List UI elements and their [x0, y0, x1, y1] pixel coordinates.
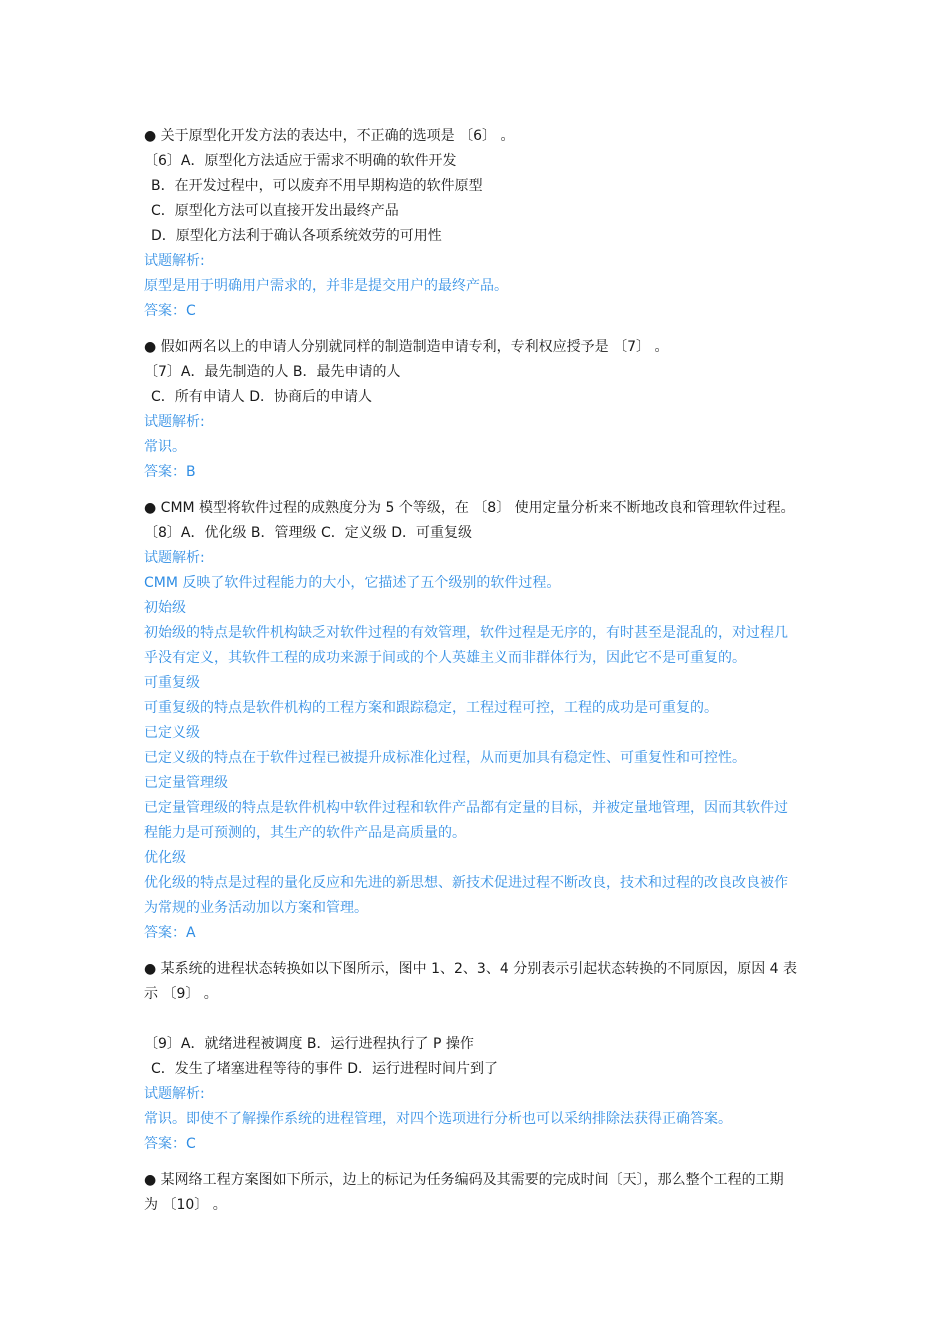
analysis-text: 可重复级的特点是软件机构的工程方案和跟踪稳定，工程过程可控，工程的成功是可重复的。 [144, 700, 718, 716]
option-line: C．发生了堵塞进程等待的事件 D．运行进程时间片到了 [151, 1061, 499, 1077]
analysis-text: 优化级的特点是过程的量化反应和先进的新思想、新技术促进过程不断改良，技术和过程的改良改良被作 [144, 875, 788, 891]
question-stem: ● 假如两名以上的申请人分别就同样的制造制造申请专利，专利权应授予是 〔7〕 。 [144, 339, 669, 355]
analysis-text: CMM 反映了软件过程能力的大小，它描述了五个级别的软件过程。 [144, 575, 561, 591]
question-10 [144, 1168, 808, 1218]
figure-placeholder [144, 1007, 808, 1032]
level-heading: 已定义级 [144, 725, 200, 741]
analysis-label: 试题解析: [144, 1086, 205, 1102]
analysis-text: 原型是用于明确用户需求的，并非是提交用户的最终产品。 [144, 278, 508, 294]
question-stem: ● 某网络工程方案图如下所示，边上的标记为任务编码及其需要的完成时间〔天〕，那么整个工程的工期 [144, 1172, 784, 1188]
analysis-label: 试题解析: [144, 253, 205, 269]
answer-text: 答案：C [144, 1136, 196, 1152]
analysis-text: 程能力是可预测的，其生产的软件产品是高质量的。 [144, 825, 466, 841]
option-line: 〔6〕A．原型化方法适应于需求不明确的软件开发 [144, 153, 457, 169]
option-line: C．所有申请人 D．协商后的申请人 [151, 389, 373, 405]
level-heading: 已定量管理级 [144, 775, 228, 791]
option-line: 〔9〕A．就绪进程被调度 B．运行进程执行了 P 操作 [144, 1036, 474, 1052]
document-page [144, 124, 808, 1218]
option-line: D．原型化方法利于确认各项系统效劳的可用性 [151, 228, 442, 244]
question-stem: ● 关于原型化开发方法的表达中，不正确的选项是 〔6〕 。 [144, 128, 515, 144]
analysis-text: 已定量管理级的特点是软件机构中软件过程和软件产品都有定量的目标，并被定量地管理，因而其软件过 [144, 800, 788, 816]
question-stem: 为 〔10〕 。 [144, 1197, 227, 1213]
answer-text: 答案：A [144, 925, 196, 941]
analysis-text: 为常规的业务活动加以方案和管理。 [144, 900, 368, 916]
question-stem: ● 某系统的进程状态转换如以下图所示，图中 1、2、3、4 分别表示引起状态转换的不同原因，原因 4 表 [144, 961, 798, 977]
question-9 [144, 957, 808, 1157]
question-8 [144, 496, 808, 946]
level-heading: 优化级 [144, 850, 186, 866]
analysis-text: 初始级的特点是软件机构缺乏对软件过程的有效管理，软件过程是无序的，有时甚至是混乱的，对过程几 [144, 625, 788, 641]
question-stem: 示 〔9〕 。 [144, 986, 218, 1002]
analysis-label: 试题解析: [144, 414, 205, 430]
question-7 [144, 335, 808, 485]
question-stem: ● CMM 模型将软件过程的成熟度分为 5 个等级，在 〔8〕 使用定量分析来不断地改良和管理软件过程。 [144, 500, 795, 516]
question-6 [144, 124, 808, 324]
analysis-text: 常识。即使不了解操作系统的进程管理，对四个选项进行分析也可以采纳排除法获得正确答案。 [144, 1111, 732, 1127]
option-line: B．在开发过程中，可以废弃不用早期构造的软件原型 [151, 178, 483, 194]
option-line: 〔7〕A．最先制造的人 B．最先申请的人 [144, 364, 401, 380]
analysis-label: 试题解析: [144, 550, 205, 566]
analysis-text: 已定义级的特点在于软件过程已被提升成标准化过程，从而更加具有稳定性、可重复性和可控性。 [144, 750, 746, 766]
answer-text: 答案：C [144, 303, 196, 319]
analysis-text: 常识。 [144, 439, 186, 455]
level-heading: 可重复级 [144, 675, 200, 691]
level-heading: 初始级 [144, 600, 186, 616]
analysis-text: 乎没有定义，其软件工程的成功来源于间或的个人英雄主义而非群体行为，因此它不是可重复的。 [144, 650, 746, 666]
option-line: C．原型化方法可以直接开发出最终产品 [151, 203, 399, 219]
answer-text: 答案：B [144, 464, 196, 480]
option-line: 〔8〕A．优化级 B．管理级 C．定义级 D．可重复级 [144, 525, 472, 541]
